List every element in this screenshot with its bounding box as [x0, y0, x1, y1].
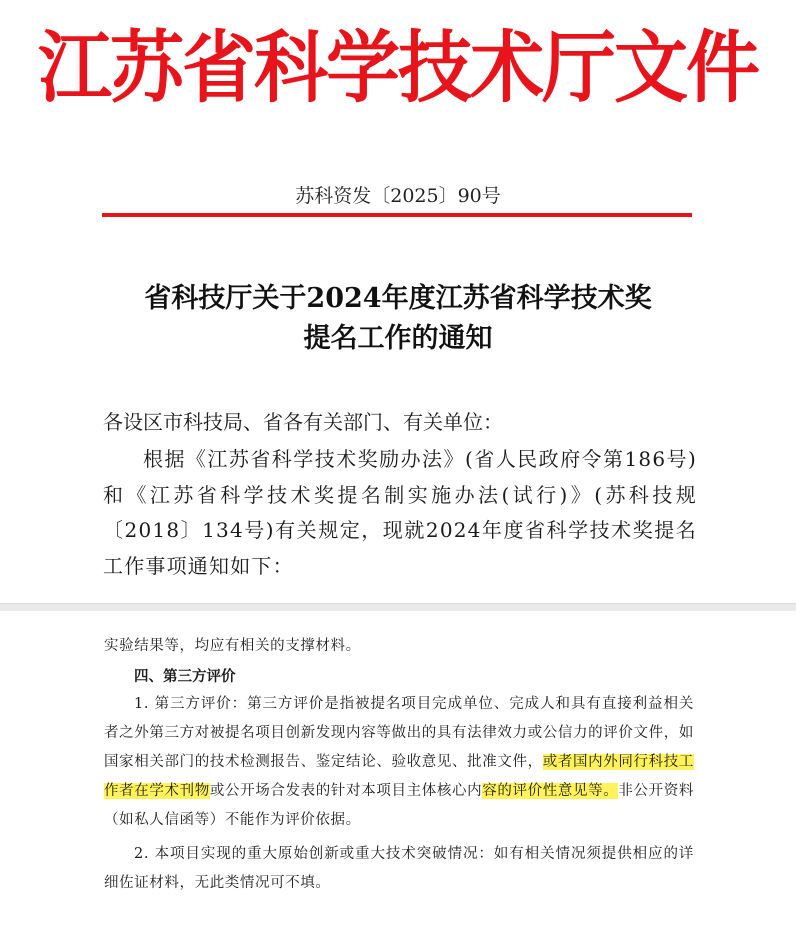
page2-continuation-line: 实验结果等，均应有相关的支撑材料。 — [104, 638, 361, 654]
section-heading-third-party-evaluation: 四、第三方评价 — [134, 669, 236, 685]
notice-title-line-2: 提名工作的通知 — [303, 323, 493, 354]
document-page-2 — [0, 611, 796, 933]
item-1-text-part-3: 非公开资料（如私人信函等）不能作为评价依据。 — [104, 783, 694, 828]
item-2-major-innovation: 2. 本项目实现的重大原始创新或重大技术突破情况：如有相关情况须提供相应的详细佐证材料，无此类情况可不填。 — [104, 846, 694, 891]
salutation: 各设区市科技局、省各有关部门、有关单位： — [103, 410, 503, 434]
notice-title-line-1: 省科技厅关于2024年度江苏省科学技术奖 — [144, 283, 652, 314]
red-divider-rule — [102, 213, 692, 217]
item-1-text-part-1: 1. 第三方评价：第三方评价是指被提名项目完成单位、完成人和具有直接利益相关者之外第三方对被提名项目创新发现内容等做出的具有法律效力或公信力的评价文件，如国家相关部门的技术检测报告、鉴定结论、验收意见、批准文件， — [104, 696, 694, 770]
document-header-title: 江苏省科学技术厅文件 — [38, 22, 758, 114]
item-1-text-part-2: 或公开场合发表的针对本项目主体核心内 — [209, 783, 483, 799]
body-paragraph-1: 根据《江苏省科学技术奖励办法》(省人民政府令第186号)和《江苏省科学技术奖提名制实施办法(试行)》(苏科技规〔2018〕134号)有关规定，现就2024年度省科学技术奖提名工作事项通知如下： — [103, 447, 697, 578]
document-number: 苏科资发〔2025〕90号 — [295, 185, 501, 207]
item-1-highlight-2: 容的评价性意见等。 — [482, 783, 619, 799]
notice-title — [80, 279, 716, 359]
item-1-third-party-evaluation — [104, 690, 694, 835]
item-1-highlight-1: 或者国内外同行科技工作者在学术刊物 — [104, 754, 694, 799]
